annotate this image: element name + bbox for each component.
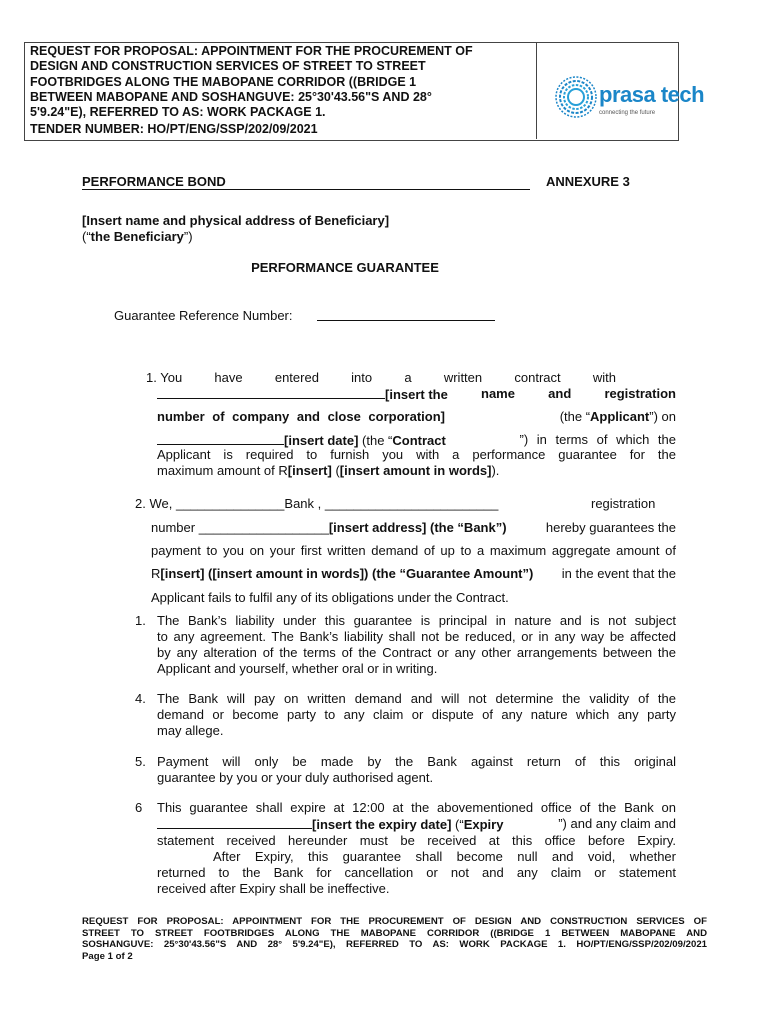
clause-1: 1. You have entered into a written contract with bbox=[146, 370, 616, 385]
clause-4-number: 4. bbox=[135, 691, 146, 706]
header-title bbox=[30, 44, 530, 120]
clause-1-line6: maximum amount of R[insert] ([insert amount in words]). bbox=[157, 463, 500, 478]
clause-1-line5: Applicant is required to furnish you with a performance guarantee for the bbox=[157, 447, 676, 462]
clause-1-line4: [insert date] (the “Contract ”) in terms of which the bbox=[157, 432, 676, 449]
logo-tagline: connecting the future bbox=[599, 110, 656, 116]
page-footer: REQUEST FOR PROPOSAL: APPOINTMENT FOR THE PROCUREMENT OF DESIGN AND CONSTRUCTION SERVICES OF STREET TO STREET FOOTBRIDGES ALONG THE MABOPANE CORRIDOR ((BRIDGE 1 BETWEEN MABOPANE AND SOSHANGUVE: 25°30'43.56"S AND 28° 5'9.24"E), REFERRED TO AS: WORK PACKAGE 1. HO/PT/ENG/SSP/202/09/2021 Page 1 of 2 bbox=[82, 916, 707, 962]
clause-2-registration: registration bbox=[591, 496, 656, 511]
clause-2-line1: 2. We, _______________Bank , ________________________ bbox=[135, 496, 499, 511]
clause-3-number: 1. bbox=[135, 613, 146, 628]
clause-2-line5: Applicant fails to fulfil any of its obligations under the Contract. bbox=[151, 590, 509, 605]
header-line: 5'9.24"E), REFERRED TO AS: WORK PACKAGE 1. bbox=[30, 105, 326, 120]
beneficiary-placeholder: [Insert name and physical address of Beneficiary] bbox=[82, 213, 390, 228]
guarantee-title: PERFORMANCE GUARANTEE bbox=[251, 260, 439, 275]
beneficiary-definition: (“the Beneficiary”) bbox=[82, 229, 193, 244]
reference-blank bbox=[317, 320, 495, 321]
clause-2-line2: number __________________[insert address] (the “Bank”) hereby guarantees the bbox=[151, 520, 676, 535]
clause-1-line3: number of company and close corporation] (the “Applicant”) on bbox=[157, 409, 676, 424]
clause-5-number: 5. bbox=[135, 754, 146, 769]
clause-6: This guarantee shall expire at 12:00 at the abovementioned office of the Bank on [insert the expiry date] (“Expiry ”) and any claim and statement received hereunder must be received at this office before Expiry. After Expiry, this guarantee shall become null and void, whether returned to the Bank for cancellation or not and any claim or statement received after Expiry shall be ineffective. bbox=[157, 800, 676, 896]
clause-3: The Bank’s liability under this guarantee is principal in nature and is not subject to any agreement. The Bank’s liability shall not be reduced, or in any way be affected by any alteration of the terms of the Contract or any other arrangements between the Applicant and yourself, whether oral or in writing. bbox=[157, 613, 676, 676]
clause-2-line3: payment to you on your first written demand of up to a maximum aggregate amount of bbox=[151, 543, 676, 558]
header-line: DESIGN AND CONSTRUCTION SERVICES OF STREET TO STREET bbox=[30, 59, 426, 74]
logo-wordmark: prasa tech bbox=[599, 82, 705, 107]
tender-number: TENDER NUMBER: HO/PT/ENG/SSP/202/09/2021 bbox=[30, 122, 318, 136]
clause-2-line4: R[insert] ([insert amount in words]) (the “Guarantee Amount”) in the event that the bbox=[151, 566, 676, 581]
clause-4: The Bank will pay on written demand and will not determine the validity of the demand or become party to any claim or dispute of any nature which any party may allege. bbox=[157, 691, 676, 738]
clause-5: Payment will only be made by the Bank against return of this original guarantee by you or your duly authorised agent. bbox=[157, 754, 676, 785]
header-line: BETWEEN MABOPANE AND SOSHANGUVE: 25°30'43.56"S AND 28° bbox=[30, 89, 432, 104]
clause-1-line2: [insert the name and registration bbox=[157, 386, 676, 403]
annexure-label: ANNEXURE 3 bbox=[546, 174, 630, 189]
header-line: REQUEST FOR PROPOSAL: APPOINTMENT FOR THE PROCUREMENT OF bbox=[30, 44, 473, 58]
performance-bond-title: PERFORMANCE BOND bbox=[82, 174, 226, 189]
clause-6-number: 6 bbox=[135, 800, 143, 815]
reference-label: Guarantee Reference Number: bbox=[114, 308, 293, 323]
title-underline bbox=[82, 189, 530, 190]
page-number: Page 1 of 2 bbox=[82, 950, 133, 962]
header-divider bbox=[536, 42, 537, 139]
header-line: FOOTBRIDGES ALONG THE MABOPANE CORRIDOR ((BRIDGE 1 bbox=[30, 74, 417, 89]
